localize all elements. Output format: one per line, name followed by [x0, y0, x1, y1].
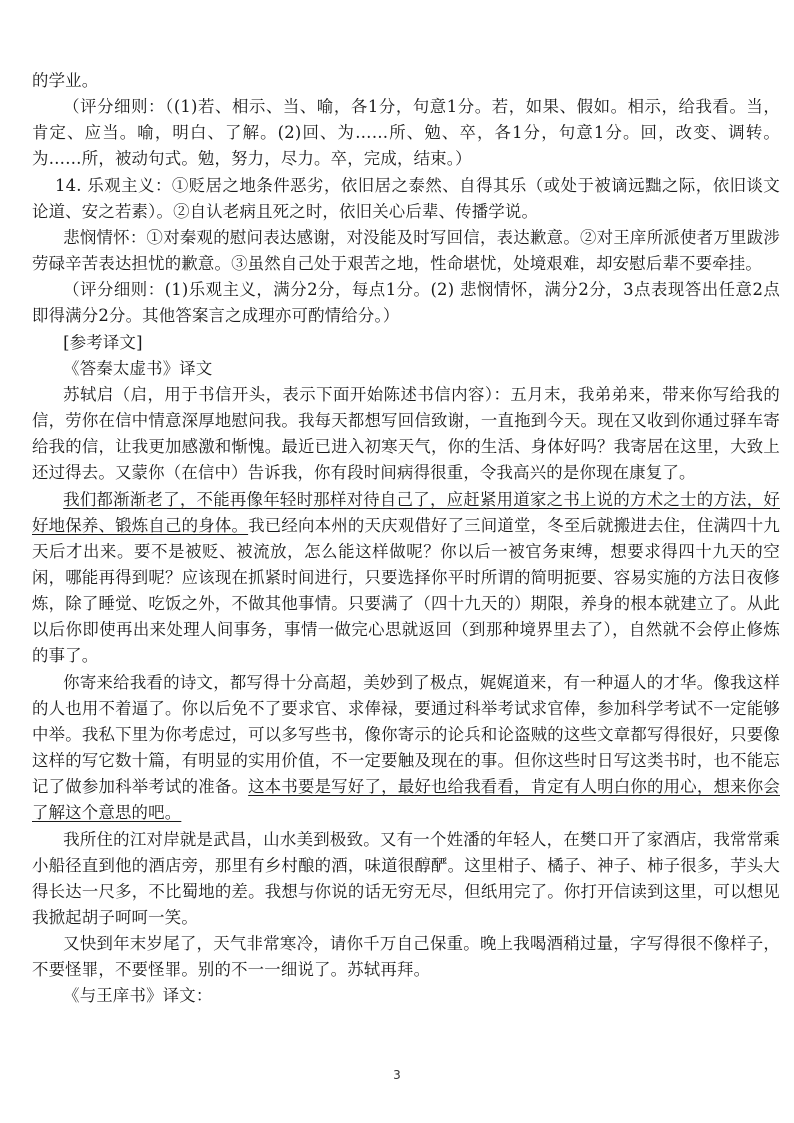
underlined-sentence: 我们都渐渐老了，不能再像年轻时那样对待自己了，应赶紧用道家之书上说的方术之士的方法，好好地保养、锻炼自己的身体。 [32, 489, 780, 535]
translation-title-2: 《与王庠书》译文： [63, 986, 213, 1006]
paragraph-4: 悲悯情怀：①对秦观的慰问表达感谢，对没能及时写回信，表达歉意。②对王庠所派使者万里跋涉劳碌辛苦表达担忧的歉意。③虽然自己处于艰苦之地，性命堪忧，处境艰难，却安慰后辈不要牵挂。 [32, 227, 780, 274]
paragraph-8: 苏轼启（启，用于书信开头，表示下面开始陈述书信内容）：五月末，我弟弟来，带来你写给我的信，劳你在信中情意深厚地慰问我。我每天都想写回信致谢，一直拖到今天。现在又收到你通过驿车寄给我的信，让我更加感激和惭愧。最近已进入初寒天气，你的生活、身体好吗？我寄居在这里，大致上还过得去。又蒙你（在信中）告诉我，你有段时间病得很重，令我高兴的是你现在康复了。 [32, 384, 780, 483]
underlined-sentence: 这本书要是写好了，最好也给我看看，肯定有人明白你的用心，想来你会了解这个意思的吧。 [32, 777, 780, 823]
paragraph-underlined [32, 487, 780, 670]
paragraph-11: 我所住的江对岸就是武昌，山水美到极致。又有一个姓潘的年轻人，在樊口开了家酒店，我常常乘小船径直到他的酒店旁，那里有乡村酿的酒，味道很醇酽。这里柑子、橘子、神子、柿子很多，芋头大得长达一尺多，不比蜀地的差。我想与你说的话无穷无尽，但纸用完了。你打开信读到这里，可以想见我掀起胡子呵呵一笑。 [32, 829, 780, 927]
paragraph-3: 14. 乐观主义：①贬居之地条件恶劣，依旧居之泰然、自得其乐（或处于被谪远黜之际，依旧谈文论道、安之若素）。②自认老病且死之时，依旧关心后辈、传播学说。 [32, 175, 780, 221]
paragraph-continuation: 我已经向本州的天庆观借好了三间道堂，冬至后就搬进去住，住满四十九天后才出来。要不是被贬、被流放，怎么能这样做呢？你以后一被官务束缚，想要求得四十九天的空闲，哪能再得到呢？应该现在抓紧时间进行，只要选择你平时所谓的简明扼要、容易实施的方法日夜修炼，除了睡觉、吃饭之外，不做其他事情。只要满了（四十九天的）期限，养身的根本就建立了。从此以后你即使再出来处理人间事务，事情一做完心思就返回（到那种境界里去了），自然就不会停止修炼的事了。 [32, 515, 780, 666]
paragraph-poems [32, 670, 780, 827]
paragraph-text: 你寄来给我看的诗文，都写得十分高超，美妙到了极点，娓娓道来，有一种逼人的才华。像我这样的人也用不着逼了。你以后免不了要求官、求俸禄，要通过科举考试求官俸，参加科学考试不一定能够中举。我私下里为你考虑过，可以多写些书，像你寄示的论兵和论盗贼的这些文章都写得很好，只要像这样的写它数十篇，有明显的实用价值，不一定要触及现在的事。但你这些时日写这类书时，也不能忘记了做参加科举考试的准备。 [32, 672, 780, 797]
paragraph-1: 的学业。 [32, 71, 99, 90]
document-body [32, 68, 780, 1010]
page-number: 3 [393, 1068, 401, 1082]
translation-title: 《答秦太虚书》译文 [63, 358, 213, 378]
paragraph-2: （评分细则：（(1)若、相示、当、喻，各1分，句意1分。若，如果、假如。相示，给我看。当，肯定、应当。喻，明白、了解。(2)回、为……所、勉、卒，各1分，句意1分。回，改变、调转。为……所，被动句式。勉，努力，尽力。卒，完成，结束。） [32, 97, 780, 169]
paragraph-12: 又快到年末岁尾了，天气非常寒冷，请你千万自己保重。晚上我喝酒稍过量，字写得很不像样子，不要怪罪，不要怪罪。别的不一一细说了。苏轼再拜。 [32, 934, 780, 980]
paragraph-5: （评分细则：(1)乐观主义，满分2分，每点1分。(2) 悲悯情怀，满分2分，3点表现答出任意2点即得满分2分。其他答案言之成理亦可酌情给分。） [32, 280, 780, 326]
section-heading: [参考译文] [63, 332, 143, 352]
